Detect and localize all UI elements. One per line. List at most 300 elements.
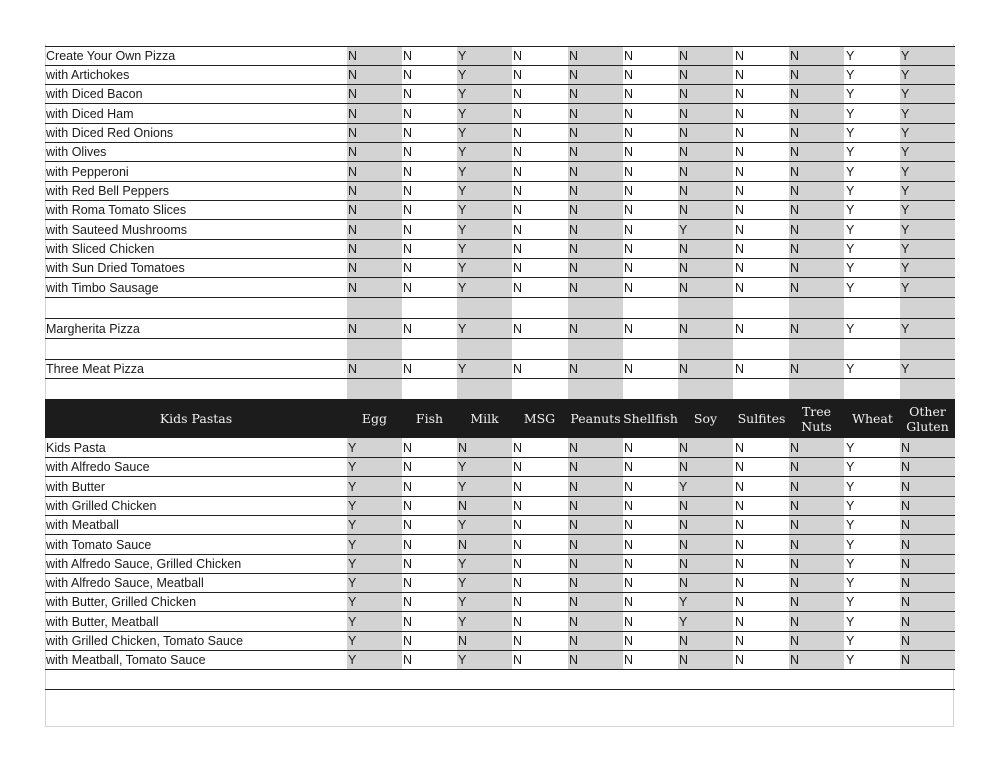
allergen-flag: N — [569, 184, 579, 198]
allergen-flag: N — [458, 634, 468, 648]
allergen-flag: N — [403, 460, 413, 474]
allergen-flag: N — [624, 653, 634, 667]
allergen-flag: N — [513, 165, 523, 179]
allergen-flag: Y — [901, 126, 910, 140]
allergen-flag: N — [624, 165, 634, 179]
allergen-flag: N — [679, 165, 689, 179]
menu-item-name: Three Meat Pizza — [46, 362, 144, 376]
allergen-flag: Y — [846, 441, 855, 455]
menu-item-name: with Artichokes — [46, 68, 130, 82]
allergen-flag: N — [569, 165, 579, 179]
allergen-flag: N — [790, 223, 800, 237]
allergen-flag: N — [513, 499, 523, 513]
allergen-flag: Y — [846, 518, 855, 532]
allergen-flag: N — [624, 184, 634, 198]
menu-item-name: with Tomato Sauce — [46, 538, 152, 552]
allergen-flag: N — [735, 322, 745, 336]
allergen-flag: N — [735, 184, 745, 198]
allergen-flag: N — [624, 281, 634, 295]
allergen-flag: N — [569, 242, 579, 256]
menu-item-name: with Diced Red Onions — [46, 126, 174, 140]
allergen-flag: N — [513, 184, 523, 198]
allergen-flag: Y — [679, 595, 688, 609]
allergen-flag: N — [569, 68, 579, 82]
allergen-flag: Y — [846, 653, 855, 667]
allergen-flag: N — [624, 242, 634, 256]
table-row — [45, 592, 955, 612]
allergen-flag: N — [569, 322, 579, 336]
allergen-flag: N — [569, 362, 579, 376]
table-row — [45, 496, 955, 516]
allergen-flag: N — [624, 223, 634, 237]
table-row — [45, 650, 955, 670]
table-row — [45, 278, 955, 298]
allergen-flag: N — [513, 557, 523, 571]
allergen-flag: N — [403, 441, 413, 455]
allergen-flag: N — [790, 499, 800, 513]
allergen-flag: Y — [348, 653, 357, 667]
kids-section-title: Kids Pastas — [159, 411, 233, 426]
allergen-flag: Y — [846, 126, 855, 140]
allergen-flag: Y — [348, 557, 357, 571]
allergen-flag: N — [735, 441, 745, 455]
allergen-flag: N — [624, 576, 634, 590]
kids-pastas-header — [45, 399, 955, 438]
allergen-flag: N — [679, 441, 689, 455]
allergen-flag: Y — [458, 165, 467, 179]
allergen-flag: Y — [458, 223, 467, 237]
table-row — [45, 360, 955, 379]
allergen-flag: Y — [348, 538, 357, 552]
table-row — [45, 124, 955, 143]
allergen-flag: N — [679, 653, 689, 667]
allergen-flag: Y — [679, 480, 688, 494]
allergen-flag: N — [403, 595, 413, 609]
table-row — [45, 457, 955, 477]
allergen-flag: Y — [846, 184, 855, 198]
allergen-flag: N — [790, 87, 800, 101]
allergen-flag: N — [901, 499, 911, 513]
allergen-flag: N — [458, 538, 468, 552]
allergen-flag: N — [679, 126, 689, 140]
allergen-flag: Y — [679, 223, 688, 237]
menu-item-name: with Pepperoni — [46, 165, 129, 179]
allergen-flag: N — [403, 107, 413, 121]
allergen-flag: Y — [846, 223, 855, 237]
menu-item-name: with Timbo Sausage — [46, 281, 159, 295]
allergen-flag: Y — [901, 184, 910, 198]
allergen-flag: N — [735, 223, 745, 237]
allergen-column-header: Peanuts — [570, 411, 621, 426]
allergen-flag: N — [624, 203, 634, 217]
allergen-flag: N — [569, 615, 579, 629]
allergen-flag: Y — [458, 87, 467, 101]
menu-item-name: with Sauteed Mushrooms — [46, 223, 188, 237]
allergen-flag: N — [403, 87, 413, 101]
allergen-flag: Y — [348, 518, 357, 532]
allergen-flag: N — [735, 460, 745, 474]
menu-item-name: with Grilled Chicken — [46, 499, 157, 513]
allergen-flag: Y — [458, 49, 467, 63]
allergen-flag: N — [901, 538, 911, 552]
allergen-flag: N — [569, 576, 579, 590]
allergen-flag: N — [624, 518, 634, 532]
allergen-flag: Y — [901, 242, 910, 256]
allergen-flag: Y — [901, 223, 910, 237]
allergen-flag: N — [735, 261, 745, 275]
allergen-flag: N — [513, 595, 523, 609]
allergen-flag: N — [901, 460, 911, 474]
allergen-flag: N — [679, 576, 689, 590]
allergen-flag: N — [513, 576, 523, 590]
allergen-flag: N — [403, 362, 413, 376]
allergen-flag: Y — [901, 49, 910, 63]
allergen-flag: Y — [901, 145, 910, 159]
allergen-flag: N — [790, 576, 800, 590]
allergen-flag: N — [513, 281, 523, 295]
allergen-flag: N — [403, 145, 413, 159]
allergen-flag: Y — [458, 203, 467, 217]
table-row — [45, 259, 955, 278]
allergen-flag: N — [679, 68, 689, 82]
allergen-flag: Y — [901, 165, 910, 179]
table-row — [45, 554, 955, 574]
table-row — [45, 612, 955, 632]
allergen-flag: N — [513, 518, 523, 532]
allergen-flag: Y — [679, 615, 688, 629]
allergen-flag: N — [679, 322, 689, 336]
allergen-flag: N — [790, 480, 800, 494]
allergen-flag: N — [624, 322, 634, 336]
menu-item-name: with Butter, Meatball — [46, 615, 159, 629]
allergen-flag: Y — [846, 261, 855, 275]
table-row — [45, 573, 955, 593]
allergen-flag: N — [513, 538, 523, 552]
table-row — [45, 240, 955, 259]
allergen-flag: N — [569, 203, 579, 217]
allergen-flag: N — [403, 49, 413, 63]
allergen-flag: N — [790, 653, 800, 667]
allergen-flag: N — [569, 538, 579, 552]
allergen-flag: Y — [846, 362, 855, 376]
allergen-flag: N — [901, 615, 911, 629]
allergen-flag: Y — [458, 184, 467, 198]
allergen-column-header: Egg — [361, 411, 388, 426]
allergen-flag: N — [348, 322, 358, 336]
allergen-flag: N — [790, 557, 800, 571]
allergen-flag: N — [569, 126, 579, 140]
allergen-flag: N — [513, 441, 523, 455]
allergen-flag: N — [790, 49, 800, 63]
allergen-flag: N — [403, 223, 413, 237]
allergen-flag: N — [624, 49, 634, 63]
allergen-flag: Y — [846, 203, 855, 217]
allergen-flag: N — [624, 126, 634, 140]
allergen-flag: Y — [901, 87, 910, 101]
allergen-flag: Y — [846, 499, 855, 513]
allergen-flag: N — [513, 68, 523, 82]
table-row — [45, 319, 955, 339]
table-row — [45, 85, 955, 104]
allergen-flag: N — [735, 87, 745, 101]
menu-item-name: with Grilled Chicken, Tomato Sauce — [46, 634, 244, 648]
allergen-flag: Y — [846, 49, 855, 63]
allergen-flag: Y — [846, 595, 855, 609]
allergen-flag: N — [735, 576, 745, 590]
allergen-flag: N — [735, 49, 745, 63]
allergen-flag: N — [901, 576, 911, 590]
allergen-flag: N — [679, 538, 689, 552]
table-row — [45, 535, 955, 555]
allergen-flag: N — [901, 595, 911, 609]
allergen-flag: N — [735, 126, 745, 140]
allergen-flag: N — [679, 460, 689, 474]
allergen-flag: N — [735, 538, 745, 552]
allergen-flag: N — [348, 203, 358, 217]
allergen-flag: N — [403, 557, 413, 571]
allergen-flag: N — [348, 87, 358, 101]
allergen-flag: N — [513, 107, 523, 121]
allergen-flag: N — [513, 242, 523, 256]
allergen-flag: N — [901, 634, 911, 648]
allergen-flag: Y — [901, 203, 910, 217]
allergen-flag: N — [403, 480, 413, 494]
menu-item-name: with Sun Dried Tomatoes — [46, 261, 185, 275]
menu-item-name: with Red Bell Peppers — [46, 184, 169, 198]
allergen-flag: N — [790, 68, 800, 82]
allergen-flag: N — [348, 242, 358, 256]
allergen-flag: N — [735, 145, 745, 159]
allergen-flag: N — [403, 126, 413, 140]
allergen-flag: N — [513, 322, 523, 336]
allergen-flag: N — [348, 362, 358, 376]
allergen-flag: N — [624, 362, 634, 376]
allergen-flag: N — [569, 557, 579, 571]
allergen-flag: Y — [458, 242, 467, 256]
allergen-flag: Y — [458, 126, 467, 140]
allergen-flag: N — [790, 441, 800, 455]
allergen-flag: N — [624, 480, 634, 494]
menu-item-name: with Alfredo Sauce — [46, 460, 150, 474]
allergen-flag: Y — [846, 615, 855, 629]
menu-item-name: with Sliced Chicken — [46, 242, 155, 256]
allergen-flag: N — [403, 281, 413, 295]
allergen-flag: Y — [348, 595, 357, 609]
allergen-flag: Y — [846, 460, 855, 474]
menu-item-name: with Alfredo Sauce, Meatball — [46, 576, 204, 590]
allergen-flag: Y — [458, 460, 467, 474]
allergen-flag: N — [348, 49, 358, 63]
allergen-flag: N — [624, 261, 634, 275]
allergen-flag: N — [513, 480, 523, 494]
allergen-flag: N — [569, 480, 579, 494]
allergen-flag: N — [679, 634, 689, 648]
allergen-column-header: Other Gluten — [906, 403, 949, 434]
allergen-flag: N — [790, 362, 800, 376]
allergen-flag: N — [901, 557, 911, 571]
menu-item-name: Kids Pasta — [46, 441, 106, 455]
allergen-flag: N — [569, 223, 579, 237]
allergen-flag: N — [403, 518, 413, 532]
allergen-flag: Y — [348, 499, 357, 513]
allergen-flag: N — [569, 634, 579, 648]
allergen-flag: N — [624, 634, 634, 648]
allergen-flag: N — [624, 441, 634, 455]
allergen-flag: N — [790, 242, 800, 256]
allergen-flag: N — [679, 49, 689, 63]
allergen-flag: N — [513, 49, 523, 63]
allergen-flag: N — [624, 460, 634, 474]
allergen-flag: N — [679, 145, 689, 159]
allergen-flag: N — [513, 460, 523, 474]
allergen-flag: N — [403, 165, 413, 179]
allergen-flag: Y — [348, 480, 357, 494]
allergen-flag: Y — [458, 615, 467, 629]
table-row — [45, 477, 955, 497]
allergen-flag: Y — [458, 68, 467, 82]
allergen-flag: Y — [901, 362, 910, 376]
allergen-column-header: Sulfites — [737, 411, 786, 426]
allergen-flag: N — [790, 261, 800, 275]
allergen-flag: N — [513, 261, 523, 275]
allergen-flag: N — [348, 223, 358, 237]
allergen-flag: N — [348, 184, 358, 198]
allergen-flag: N — [569, 145, 579, 159]
allergen-flag: N — [348, 107, 358, 121]
allergen-flag: N — [679, 281, 689, 295]
allergen-flag: N — [403, 261, 413, 275]
allergen-flag: Y — [846, 322, 855, 336]
allergen-flag: Y — [458, 281, 467, 295]
allergen-flag: Y — [901, 68, 910, 82]
allergen-flag: N — [569, 460, 579, 474]
allergen-flag: N — [735, 499, 745, 513]
allergen-flag: N — [790, 145, 800, 159]
allergen-flag: Y — [458, 107, 467, 121]
allergen-flag: Y — [348, 441, 357, 455]
spacer-row — [45, 339, 955, 360]
allergen-flag: N — [348, 68, 358, 82]
allergen-flag: Y — [846, 576, 855, 590]
allergen-flag: N — [735, 595, 745, 609]
allergen-flag: N — [569, 87, 579, 101]
allergen-flag: N — [901, 480, 911, 494]
allergen-flag: N — [901, 441, 911, 455]
allergen-flag: Y — [458, 145, 467, 159]
allergen-flag: Y — [901, 322, 910, 336]
allergen-flag: Y — [458, 362, 467, 376]
allergen-flag: N — [348, 281, 358, 295]
allergen-flag: N — [403, 634, 413, 648]
allergen-flag: N — [624, 499, 634, 513]
menu-item-name: Margherita Pizza — [46, 322, 140, 336]
allergen-flag: N — [679, 87, 689, 101]
allergen-flag: N — [790, 165, 800, 179]
allergen-flag: N — [403, 68, 413, 82]
allergen-column-header: Milk — [470, 411, 499, 426]
allergen-flag: N — [735, 68, 745, 82]
allergen-flag: N — [790, 184, 800, 198]
allergen-flag: N — [569, 49, 579, 63]
allergen-flag: N — [790, 460, 800, 474]
allergen-flag: N — [790, 518, 800, 532]
allergen-flag: N — [513, 223, 523, 237]
allergen-flag: Y — [458, 576, 467, 590]
allergen-flag: N — [679, 557, 689, 571]
allergen-flag: N — [679, 261, 689, 275]
allergen-flag: Y — [846, 538, 855, 552]
allergen-column-header: Fish — [415, 411, 444, 426]
allergen-flag: N — [901, 653, 911, 667]
allergen-flag: N — [679, 499, 689, 513]
allergen-flag: N — [735, 518, 745, 532]
allergen-column-header: Tree Nuts — [801, 403, 832, 434]
table-row — [45, 46, 955, 66]
allergen-flag: N — [624, 538, 634, 552]
menu-item-name: with Meatball — [46, 518, 119, 532]
table-row — [45, 162, 955, 182]
allergen-flag: N — [403, 615, 413, 629]
allergen-flag: N — [790, 107, 800, 121]
allergen-column-header: MSG — [523, 411, 556, 426]
allergen-flag: N — [679, 362, 689, 376]
allergen-flag: N — [735, 165, 745, 179]
allergen-flag: N — [790, 634, 800, 648]
allergen-flag: N — [624, 107, 634, 121]
allergen-flag: N — [624, 87, 634, 101]
menu-item-name: with Roma Tomato Slices — [46, 203, 187, 217]
allergen-flag: N — [790, 595, 800, 609]
allergen-flag: N — [403, 203, 413, 217]
table-row — [45, 220, 955, 240]
table-row — [45, 104, 955, 124]
menu-item-name: with Diced Bacon — [46, 87, 143, 101]
allergen-flag: N — [790, 203, 800, 217]
allergen-flag: N — [735, 203, 745, 217]
allergen-flag: N — [513, 362, 523, 376]
allergen-column-header: Wheat — [852, 411, 893, 426]
allergen-flag: Y — [901, 281, 910, 295]
allergen-flag: Y — [458, 595, 467, 609]
allergen-flag: N — [403, 538, 413, 552]
allergen-flag: N — [569, 261, 579, 275]
allergen-flag: N — [348, 126, 358, 140]
allergen-flag: N — [403, 242, 413, 256]
menu-item-name: with Butter, Grilled Chicken — [46, 595, 197, 609]
allergen-flag: N — [403, 576, 413, 590]
spacer-row — [45, 298, 955, 319]
allergen-flag: N — [624, 615, 634, 629]
allergen-flag: N — [624, 557, 634, 571]
allergen-flag: N — [513, 615, 523, 629]
allergen-flag: N — [735, 653, 745, 667]
allergen-flag: N — [513, 203, 523, 217]
table-row — [45, 515, 955, 535]
allergen-flag: Y — [846, 107, 855, 121]
allergen-flag: N — [513, 634, 523, 648]
allergen-flag: N — [348, 165, 358, 179]
allergen-flag: Y — [458, 322, 467, 336]
allergen-flag: N — [569, 441, 579, 455]
allergen-flag: N — [569, 595, 579, 609]
allergen-flag: Y — [458, 518, 467, 532]
allergen-flag: Y — [458, 261, 467, 275]
table-row — [45, 631, 955, 651]
table-row — [45, 438, 955, 458]
allergen-flag: Y — [901, 261, 910, 275]
table-row — [45, 66, 955, 85]
allergen-flag: N — [403, 184, 413, 198]
